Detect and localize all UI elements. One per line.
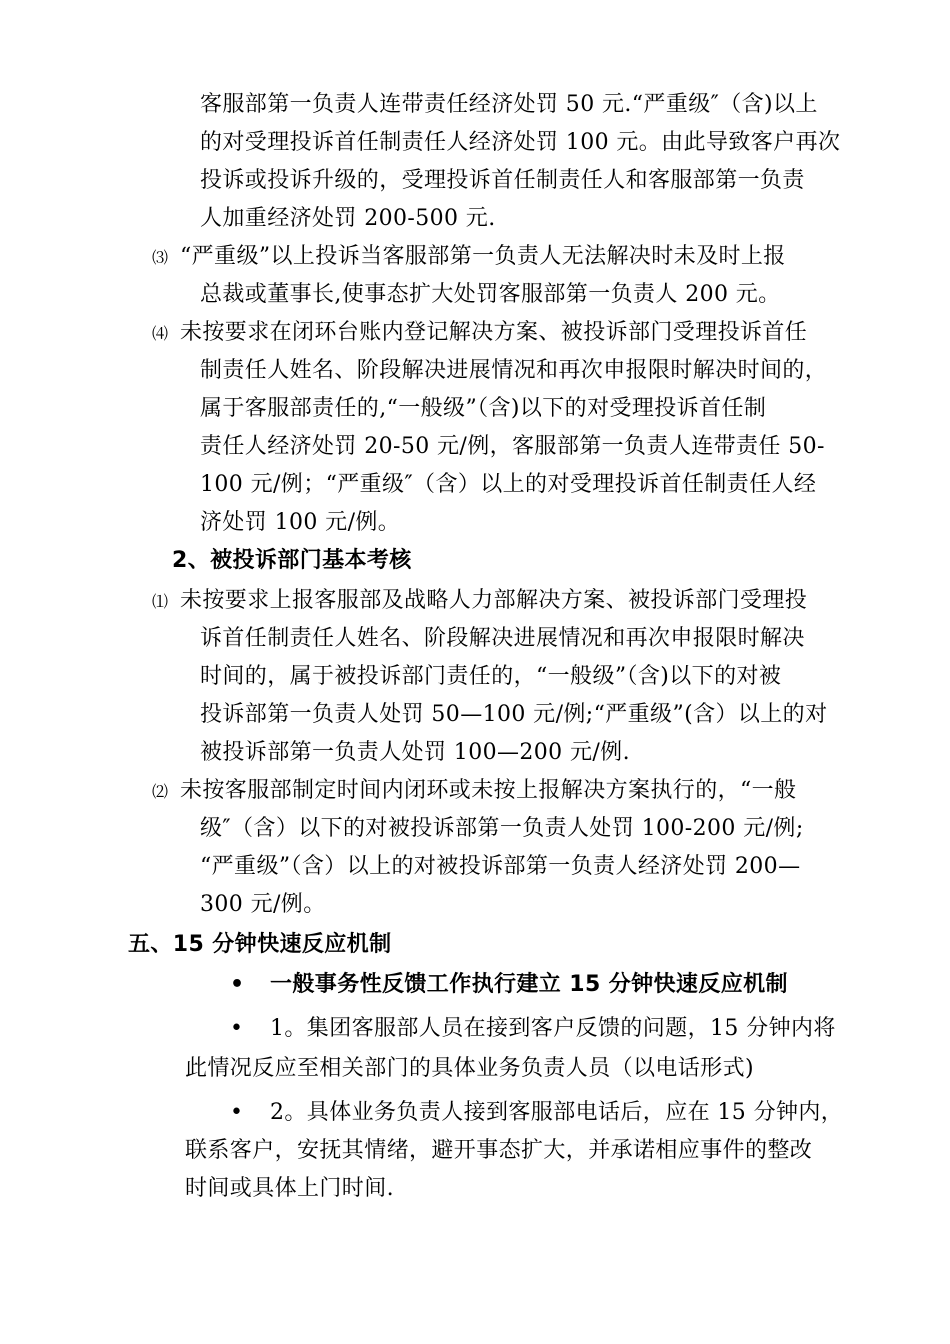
paragraph-line: 总裁或董事长,使事态扩大处罚客服部第一负责人 200 元。: [200, 282, 781, 307]
paragraph-line: 此情况反应至相关部门的具体业务负责人员（以电话形式): [185, 1056, 754, 1081]
paragraph-line: 制责任人姓名、阶段解决进展情况和再次申报限时解决时间的，: [200, 358, 828, 383]
paragraph-line: “严重级”（含）以上的对被投诉部第一负责人经济处罚 200—: [200, 854, 801, 879]
list-item-3: [152, 242, 786, 273]
paragraph-line: 济处罚 100 元/例。: [200, 510, 401, 535]
list-marker: ⑵: [152, 782, 169, 801]
bullet-text: 1。集团客服部人员在接到客户反馈的问题，15 分钟内将: [270, 1016, 836, 1041]
paragraph-line: 客服部第一负责人连带责任经济处罚 50 元.“严重级″（含)以上: [200, 92, 818, 117]
paragraph-line: 300 元/例。: [200, 892, 326, 917]
paragraph-line: 级″（含）以下的对被投诉部第一负责人处罚 100-200 元/例;: [200, 816, 804, 841]
bullet-icon: •: [230, 1100, 244, 1125]
paragraph-line: 时间或具体上门时间.: [185, 1176, 394, 1201]
bullet-item: [230, 1098, 843, 1128]
list-marker: ⑴: [152, 592, 169, 611]
paragraph-line: “严重级”以上投诉当客服部第一负责人无法解决时未及时上报: [180, 244, 786, 269]
list-marker: ⑶: [152, 248, 169, 267]
paragraph-line: 人加重经济处罚 200-500 元.: [200, 206, 496, 231]
chapter-heading: 五、15 分钟快速反应机制: [128, 932, 392, 957]
bullet-icon: •: [230, 1016, 244, 1041]
paragraph-line: 被投诉部第一负责人处罚 100—200 元/例.: [200, 740, 630, 765]
section-heading: 2、被投诉部门基本考核: [172, 548, 412, 573]
paragraph-line: 联系客户，安抚其情绪，避开事态扩大，并承诺相应事件的整改: [185, 1138, 813, 1163]
paragraph-line: 未按要求在闭环台账内登记解决方案、被投诉部门受理投诉首任: [180, 320, 808, 345]
paragraph-line: 的对受理投诉首任制责任人经济处罚 100 元。由此导致客户再次: [200, 130, 841, 155]
bullet-item: [230, 1014, 836, 1044]
bullet-icon: •: [230, 972, 245, 997]
bullet-text: 2。具体业务负责人接到客服部电话后，应在 15 分钟内，: [270, 1100, 844, 1125]
paragraph-line: 投诉部第一负责人处罚 50—100 元/例;“严重级”(含）以上的对: [200, 702, 828, 727]
paragraph-line: 属于客服部责任的,“一般级”（含)以下的对受理投诉首任制: [200, 396, 767, 421]
list-item-4: [152, 318, 807, 349]
bullet-item: [230, 970, 788, 1000]
paragraph-line: 投诉或投诉升级的，受理投诉首任制责任人和客服部第一负责: [200, 168, 805, 193]
paragraph-line: 未按客服部制定时间内闭环或未按上报解决方案执行的，“一般: [180, 778, 797, 803]
list-item-2: [152, 776, 796, 807]
paragraph-line: 未按要求上报客服部及战略人力部解决方案、被投诉部门受理投: [180, 588, 808, 613]
list-item-1: [152, 586, 807, 617]
bullet-text: 一般事务性反馈工作执行建立 15 分钟快速反应机制: [270, 972, 788, 997]
list-marker: ⑷: [152, 324, 169, 343]
paragraph-line: 时间的，属于被投诉部门责任的，“一般级”（含)以下的对被: [200, 664, 782, 689]
paragraph-line: 诉首任制责任人姓名、阶段解决进展情况和再次申报限时解决: [200, 626, 805, 651]
paragraph-line: 100 元/例；“严重级″（含）以上的对受理投诉首任制责任人经: [200, 472, 817, 497]
paragraph-line: 责任人经济处罚 20-50 元/例，客服部第一负责人连带责任 50-: [200, 434, 825, 459]
